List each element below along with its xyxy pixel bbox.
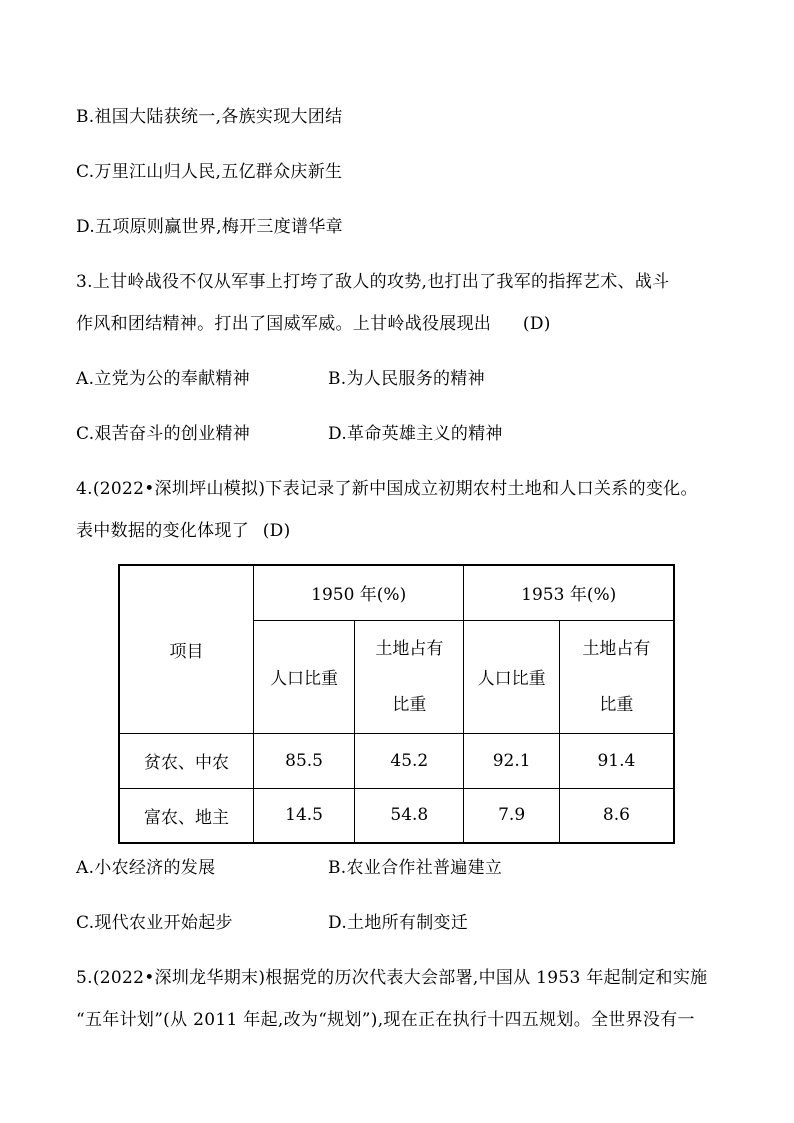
- q4-option-c: C.现代农业开始起步: [76, 913, 233, 933]
- table-cell: 85.5: [253, 733, 354, 788]
- land-population-table: [118, 564, 675, 844]
- table-header-year-1950: 1950 年(%): [253, 565, 464, 620]
- table-cell: 14.5: [253, 788, 354, 843]
- table-cell: 45.2: [355, 733, 464, 788]
- table-subheader-land-1953-l2: 比重: [599, 694, 634, 715]
- q3-option-b: B.为人民服务的精神: [328, 369, 485, 389]
- q4-stem-line1: 4.(2022•深圳坪山模拟)下表记录了新中国成立初期农村土地和人口关系的变化。: [76, 479, 698, 499]
- table-header-year-1953: 1953 年(%): [464, 565, 674, 620]
- q2-option-b: B.祖国大陆获统一,各族实现大团结: [76, 107, 343, 127]
- q3-stem-text: 作风和团结精神。打出了国威军威。上甘岭战役展现出: [76, 314, 492, 334]
- table-row-label: 富农、地主: [119, 788, 253, 843]
- q3-stem-line1: 3.上甘岭战役不仅从军事上打垮了敌人的攻势,也打出了我军的指挥艺术、战斗: [76, 272, 670, 292]
- q4-stem-line2: [76, 521, 291, 541]
- table-cell: 7.9: [464, 788, 559, 843]
- q5-stem-line2: “五年计划”(从 2011 年起,改为“规划”),现在正在执行十四五规划。全世界没有一: [76, 1010, 695, 1030]
- table-subheader-land-1953: [559, 620, 674, 733]
- q3-option-a: A.立党为公的奉献精神: [76, 369, 250, 389]
- table-subheader-land-1953-l1: 土地占有: [582, 638, 651, 659]
- q4-option-d: D.土地所有制变迁: [328, 913, 469, 933]
- q2-option-c: C.万里江山归人民,五亿群众庆新生: [76, 162, 343, 182]
- q4-stem-text: 表中数据的变化体现了: [76, 521, 249, 541]
- q4-answer: (D): [262, 521, 291, 541]
- table-subheader-pop-1950: 人口比重: [253, 620, 354, 733]
- table-cell: 8.6: [559, 788, 674, 843]
- table-header-item: 项目: [119, 565, 253, 733]
- q4-option-a: A.小农经济的发展: [76, 858, 216, 878]
- q5-stem-line1: 5.(2022•深圳龙华期末)根据党的历次代表大会部署,中国从 1953 年起制定和实施: [76, 968, 708, 988]
- q3-stem-line2: [76, 314, 551, 334]
- table-subheader-land-1950-l2: 比重: [392, 694, 427, 715]
- table-subheader-land-1950: [355, 620, 464, 733]
- table-subheader-land-1950-l1: 土地占有: [375, 638, 444, 659]
- q3-option-d: D.革命英雄主义的精神: [328, 424, 503, 444]
- q2-option-d: D.五项原则赢世界,梅开三度谱华章: [76, 217, 343, 237]
- table-cell: 54.8: [355, 788, 464, 843]
- q3-option-c: C.艰苦奋斗的创业精神: [76, 424, 251, 444]
- q3-answer: (D): [522, 314, 551, 334]
- table-cell: 91.4: [559, 733, 674, 788]
- q4-option-b: B.农业合作社普遍建立: [328, 858, 503, 878]
- table-row: [119, 788, 674, 843]
- table-row-label: 贫农、中农: [119, 733, 253, 788]
- table-subheader-pop-1953: 人口比重: [464, 620, 559, 733]
- table-row: [119, 733, 674, 788]
- table-cell: 92.1: [464, 733, 559, 788]
